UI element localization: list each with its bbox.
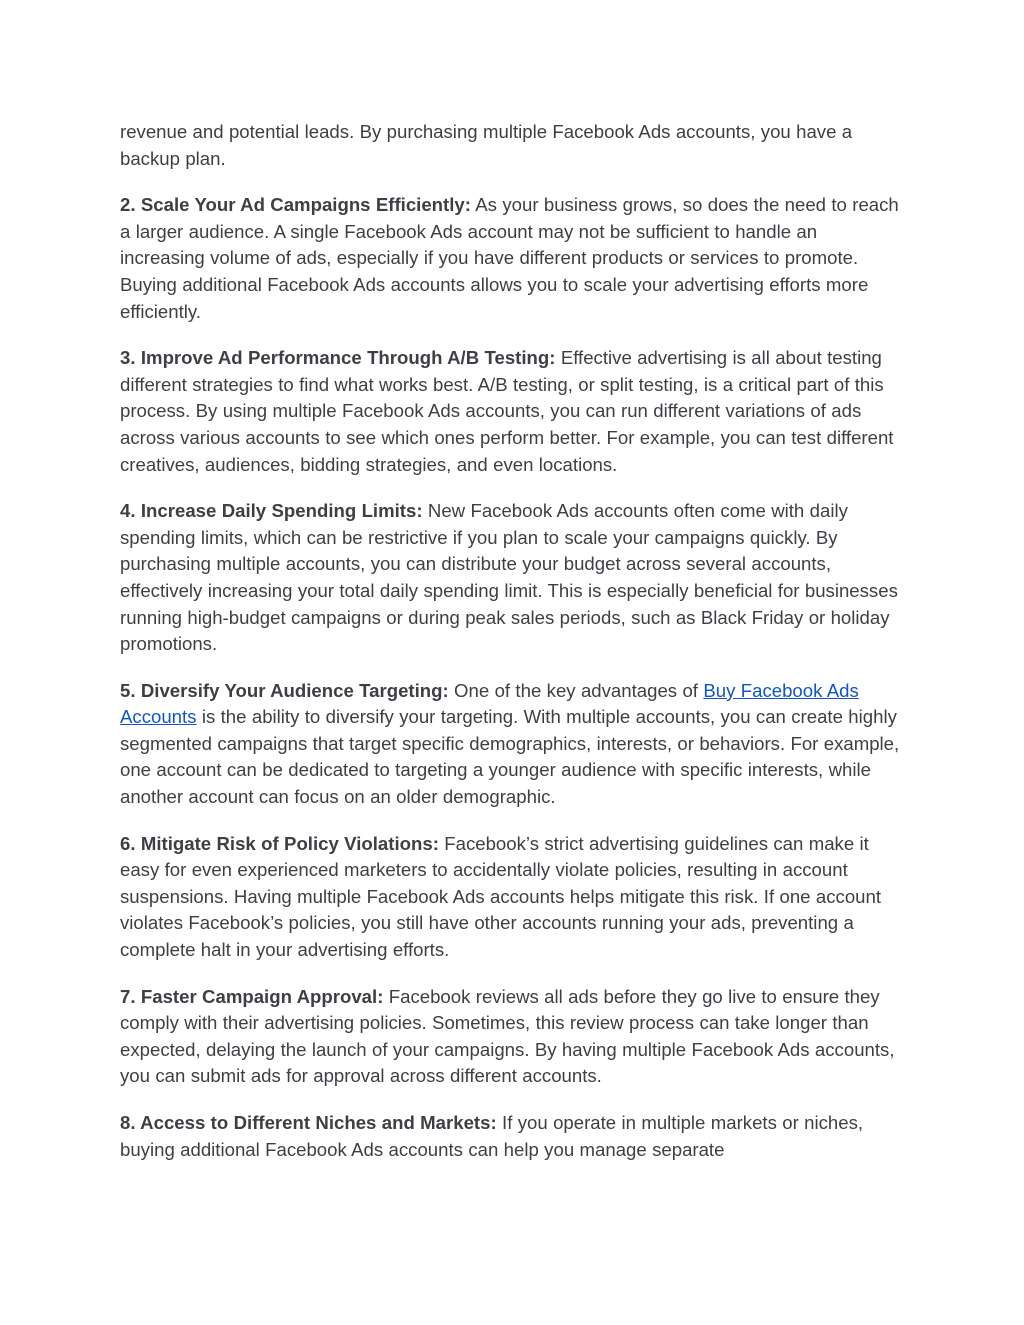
buy-facebook-ads-accounts-link[interactable]: Buy Facebook Ads Accounts xyxy=(120,679,859,728)
intro-continuation-paragraph xyxy=(120,119,904,172)
item-body: Facebook reviews all ads before they go live to ensure they comply with their advertising policies. Sometimes, this review process can take longer than expected, delaying the launch of your campaigns. By having multiple Facebook Ads accounts, you can submit ads for approval across different accounts. xyxy=(120,985,895,1087)
item-body: New Facebook Ads accounts often come with daily spending limits, which can be restrictive if you plan to scale your campaigns quickly. By purchasing multiple accounts, you can distribute your budget across several accounts, effectively increasing your total daily spending limit. This is especially beneficial for businesses running high-budget campaigns or during peak sales periods, such as Black Friday or holiday promotions. xyxy=(120,500,898,655)
item-heading: 4. Increase Daily Spending Limits: xyxy=(120,500,423,522)
item-campaign-approval xyxy=(120,984,904,1090)
item-spending-limits xyxy=(120,498,904,658)
item-heading: 8. Access to Different Niches and Markets: xyxy=(120,1112,497,1133)
item-niches-markets xyxy=(120,1110,904,1163)
item-body-after-link: is the ability to diversify your targeting. With multiple accounts, you can create highly segmented campaigns that target specific demographics, interests, or behaviors. For example, one account can be dedicated to targeting a younger audience with specific interests, while another account can focus on an older demographic. xyxy=(120,706,900,808)
item-body: Effective advertising is all about testing different strategies to find what works best. A/B testing, or split testing, is a critical part of this process. By using multiple Facebook Ads accounts, you can run different variations of ads across various accounts to see which ones perform better. For example, you can test different creatives, audiences, bidding strategies, and even locations. xyxy=(120,347,894,475)
item-heading: 6. Mitigate Risk of Policy Violations: xyxy=(120,832,439,854)
item-heading: 5. Diversify Your Audience Targeting: xyxy=(120,679,449,701)
item-audience-targeting xyxy=(120,678,904,811)
item-body-before-link: One of the key advantages of xyxy=(448,679,704,701)
document-page xyxy=(120,119,904,1183)
item-heading: 3. Improve Ad Performance Through A/B Testing: xyxy=(120,347,556,369)
item-heading: 2. Scale Your Ad Campaigns Efficiently: xyxy=(120,194,471,216)
item-heading: 7. Faster Campaign Approval: xyxy=(120,985,384,1007)
item-scale-campaigns xyxy=(120,192,904,325)
item-body: As your business grows, so does the need to reach a larger audience. A single Facebook Ads account may not be sufficient to handle an increasing volume of ads, especially if you have different products or services to promote. Buying additional Facebook Ads accounts allows you to scale your advertising efforts more efficiently. xyxy=(120,194,899,322)
item-ab-testing xyxy=(120,345,904,478)
item-body: If you operate in multiple markets or niches, buying additional Facebook Ads accounts can help you manage separate xyxy=(120,1112,864,1160)
item-policy-violations xyxy=(120,831,904,964)
item-body: Facebook’s strict advertising guidelines can make it easy for even experienced marketers to accidentally violate policies, resulting in account suspensions. Having multiple Facebook Ads accounts helps mitigate this risk. If one account violates Facebook’s policies, you still have other accounts running your ads, preventing a complete halt in your advertising efforts. xyxy=(120,832,882,961)
paragraph-text: revenue and potential leads. By purchasing multiple Facebook Ads accounts, you have a backup plan. xyxy=(120,121,853,169)
